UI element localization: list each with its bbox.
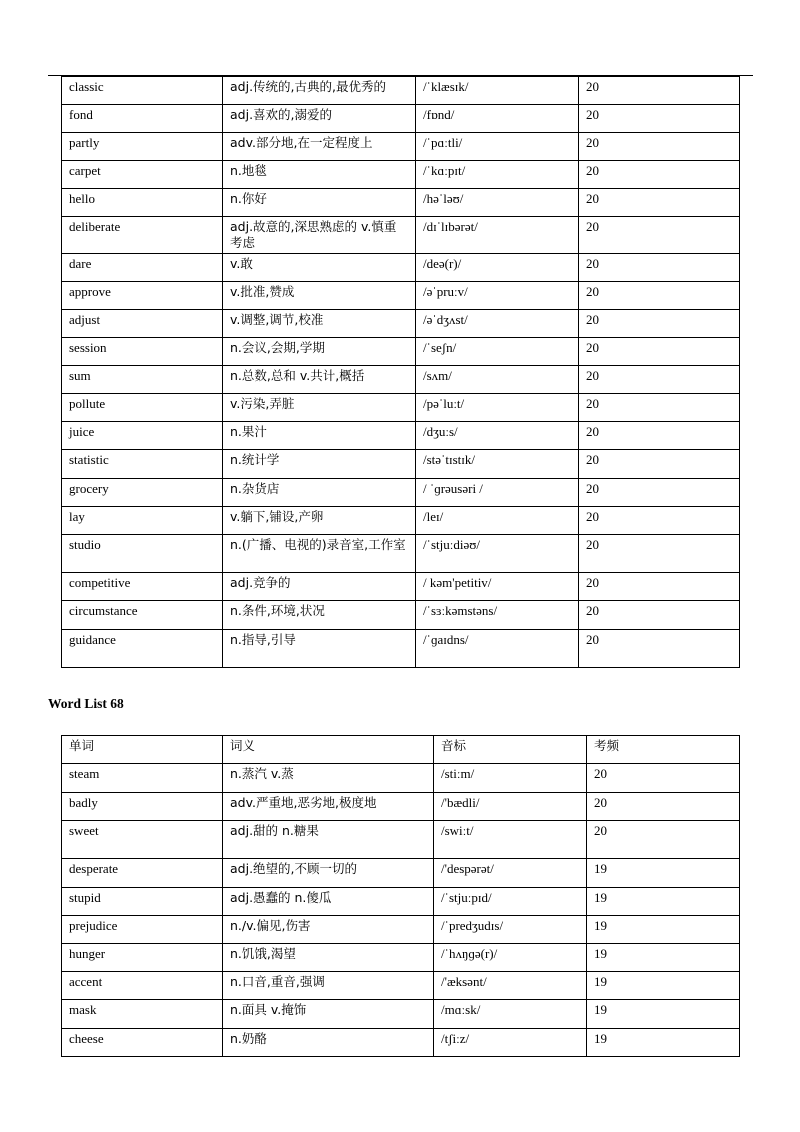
meaning-cell: n.条件,环境,状况 <box>223 601 416 630</box>
freq-cell: 20 <box>579 161 740 189</box>
word-cell: hunger <box>62 944 223 972</box>
freq-cell: 20 <box>579 535 740 573</box>
ipa-cell: /əˈpruːv/ <box>416 282 579 310</box>
meaning-cell: adj.绝望的,不顾一切的 <box>223 859 434 888</box>
freq-cell: 19 <box>587 888 740 916</box>
word-table-2 <box>61 735 740 1057</box>
freq-cell: 19 <box>587 916 740 944</box>
freq-cell: 20 <box>579 450 740 479</box>
table-header-row <box>62 736 740 764</box>
freq-cell: 20 <box>579 282 740 310</box>
ipa-cell: /ˈstjuːdiəʊ/ <box>416 535 579 573</box>
meaning-cell: n.会议,会期,学期 <box>223 338 416 366</box>
word-cell: badly <box>62 793 223 821</box>
word-cell: partly <box>62 133 223 161</box>
table-row <box>62 161 740 189</box>
table-row <box>62 105 740 133</box>
ipa-cell: /ˈpredʒudɪs/ <box>434 916 587 944</box>
freq-cell: 20 <box>579 630 740 668</box>
header-freq: 考频 <box>587 736 740 764</box>
table-row <box>62 189 740 217</box>
ipa-cell: /stiːm/ <box>434 764 587 793</box>
table-row <box>62 821 740 859</box>
table-row <box>62 217 740 254</box>
table-row <box>62 282 740 310</box>
freq-cell: 20 <box>587 764 740 793</box>
word-cell: classic <box>62 77 223 105</box>
ipa-cell: /pəˈluːt/ <box>416 394 579 422</box>
table-row <box>62 338 740 366</box>
table-row <box>62 888 740 916</box>
freq-cell: 19 <box>587 1000 740 1029</box>
meaning-cell: v.调整,调节,校准 <box>223 310 416 338</box>
word-cell: juice <box>62 422 223 450</box>
word-cell: hello <box>62 189 223 217</box>
freq-cell: 20 <box>579 479 740 507</box>
table-row <box>62 573 740 601</box>
meaning-cell: n.指导,引导 <box>223 630 416 668</box>
ipa-cell: /ˈɡaɪdns/ <box>416 630 579 668</box>
ipa-cell: /leɪ/ <box>416 507 579 535</box>
ipa-cell: / ˈɡrəusəri / <box>416 479 579 507</box>
word-cell: desperate <box>62 859 223 888</box>
freq-cell: 20 <box>579 601 740 630</box>
freq-cell: 19 <box>587 1029 740 1057</box>
word-cell: guidance <box>62 630 223 668</box>
ipa-cell: /həˈləʊ/ <box>416 189 579 217</box>
word-cell: cheese <box>62 1029 223 1057</box>
meaning-cell: n.总数,总和 v.共计,概括 <box>223 366 416 394</box>
word-cell: adjust <box>62 310 223 338</box>
freq-cell: 19 <box>587 859 740 888</box>
table-row <box>62 394 740 422</box>
table-row <box>62 422 740 450</box>
meaning-cell: adj.愚蠢的 n.傻瓜 <box>223 888 434 916</box>
word-cell: session <box>62 338 223 366</box>
table-row <box>62 1000 740 1029</box>
meaning-cell: n.(广播、电视的)录音室,工作室 <box>223 535 416 573</box>
ipa-cell: /ˈkɑːpɪt/ <box>416 161 579 189</box>
ipa-cell: /ˈstjuːpɪd/ <box>434 888 587 916</box>
table-row <box>62 944 740 972</box>
ipa-cell: /mɑːsk/ <box>434 1000 587 1029</box>
table-row <box>62 450 740 479</box>
meaning-cell: adj.故意的,深思熟虑的 v.慎重考虑 <box>223 217 416 254</box>
word-cell: circumstance <box>62 601 223 630</box>
meaning-cell: adj.甜的 n.糖果 <box>223 821 434 859</box>
meaning-cell: n.地毯 <box>223 161 416 189</box>
freq-cell: 20 <box>579 422 740 450</box>
table-row <box>62 310 740 338</box>
meaning-cell: n.果汁 <box>223 422 416 450</box>
meaning-cell: n./v.偏见,伤害 <box>223 916 434 944</box>
freq-cell: 20 <box>579 217 740 254</box>
meaning-cell: n.口音,重音,强调 <box>223 972 434 1000</box>
meaning-cell: n.奶酪 <box>223 1029 434 1057</box>
meaning-cell: v.敢 <box>223 254 416 282</box>
ipa-cell: /ˈklæsɪk/ <box>416 77 579 105</box>
ipa-cell: /sʌm/ <box>416 366 579 394</box>
ipa-cell: /stəˈtɪstɪk/ <box>416 450 579 479</box>
table-row <box>62 254 740 282</box>
freq-cell: 20 <box>579 254 740 282</box>
meaning-cell: n.饥饿,渴望 <box>223 944 434 972</box>
ipa-cell: /ˈsɜːkəmstəns/ <box>416 601 579 630</box>
word-cell: dare <box>62 254 223 282</box>
freq-cell: 20 <box>579 105 740 133</box>
word-cell: pollute <box>62 394 223 422</box>
meaning-cell: adj.传统的,古典的,最优秀的 <box>223 77 416 105</box>
table-row <box>62 77 740 105</box>
meaning-cell: n.面具 v.掩饰 <box>223 1000 434 1029</box>
freq-cell: 20 <box>579 573 740 601</box>
meaning-cell: adv.部分地,在一定程度上 <box>223 133 416 161</box>
freq-cell: 20 <box>579 77 740 105</box>
word-cell: grocery <box>62 479 223 507</box>
header-ipa: 音标 <box>434 736 587 764</box>
word-cell: competitive <box>62 573 223 601</box>
freq-cell: 20 <box>587 793 740 821</box>
ipa-cell: /deə(r)/ <box>416 254 579 282</box>
ipa-cell: /tʃiːz/ <box>434 1029 587 1057</box>
table-row <box>62 133 740 161</box>
table-row <box>62 601 740 630</box>
ipa-cell: /fɒnd/ <box>416 105 579 133</box>
ipa-cell: /ˈpɑːtli/ <box>416 133 579 161</box>
meaning-cell: n.你好 <box>223 189 416 217</box>
freq-cell: 20 <box>579 394 740 422</box>
ipa-cell: /'despərət/ <box>434 859 587 888</box>
header-word: 单词 <box>62 736 223 764</box>
meaning-cell: adj.喜欢的,溺爱的 <box>223 105 416 133</box>
ipa-cell: /əˈdʒʌst/ <box>416 310 579 338</box>
table-row <box>62 507 740 535</box>
word-cell: sum <box>62 366 223 394</box>
freq-cell: 20 <box>587 821 740 859</box>
ipa-cell: /dɪˈlɪbərət/ <box>416 217 579 254</box>
table-row <box>62 793 740 821</box>
freq-cell: 20 <box>579 310 740 338</box>
table-row <box>62 630 740 668</box>
ipa-cell: /dʒuːs/ <box>416 422 579 450</box>
word-cell: sweet <box>62 821 223 859</box>
freq-cell: 20 <box>579 133 740 161</box>
word-cell: mask <box>62 1000 223 1029</box>
ipa-cell: /ˈseʃn/ <box>416 338 579 366</box>
table-row <box>62 859 740 888</box>
table-row <box>62 535 740 573</box>
word-list-heading: Word List 68 <box>48 696 124 711</box>
word-cell: stupid <box>62 888 223 916</box>
meaning-cell: v.污染,弄脏 <box>223 394 416 422</box>
table-row <box>62 479 740 507</box>
word-cell: approve <box>62 282 223 310</box>
freq-cell: 20 <box>579 366 740 394</box>
word-cell: accent <box>62 972 223 1000</box>
table-row <box>62 916 740 944</box>
meaning-cell: adv.严重地,恶劣地,极度地 <box>223 793 434 821</box>
word-cell: statistic <box>62 450 223 479</box>
meaning-cell: v.躺下,铺设,产卵 <box>223 507 416 535</box>
word-table-1 <box>61 76 740 668</box>
ipa-cell: /swiːt/ <box>434 821 587 859</box>
meaning-cell: adj.竞争的 <box>223 573 416 601</box>
meaning-cell: v.批准,赞成 <box>223 282 416 310</box>
table-row <box>62 764 740 793</box>
meaning-cell: n.蒸汽 v.蒸 <box>223 764 434 793</box>
freq-cell: 19 <box>587 972 740 1000</box>
word-cell: steam <box>62 764 223 793</box>
word-cell: fond <box>62 105 223 133</box>
word-cell: prejudice <box>62 916 223 944</box>
ipa-cell: /'æksənt/ <box>434 972 587 1000</box>
header-meaning: 词义 <box>223 736 434 764</box>
freq-cell: 20 <box>579 189 740 217</box>
table-row <box>62 1029 740 1057</box>
meaning-cell: n.统计学 <box>223 450 416 479</box>
word-cell: carpet <box>62 161 223 189</box>
word-cell: lay <box>62 507 223 535</box>
freq-cell: 19 <box>587 944 740 972</box>
word-cell: deliberate <box>62 217 223 254</box>
table-row <box>62 366 740 394</box>
ipa-cell: /'bædli/ <box>434 793 587 821</box>
meaning-cell: n.杂货店 <box>223 479 416 507</box>
ipa-cell: / kəm'petitiv/ <box>416 573 579 601</box>
freq-cell: 20 <box>579 338 740 366</box>
table-row <box>62 972 740 1000</box>
word-cell: studio <box>62 535 223 573</box>
freq-cell: 20 <box>579 507 740 535</box>
ipa-cell: /ˈhʌŋɡə(r)/ <box>434 944 587 972</box>
